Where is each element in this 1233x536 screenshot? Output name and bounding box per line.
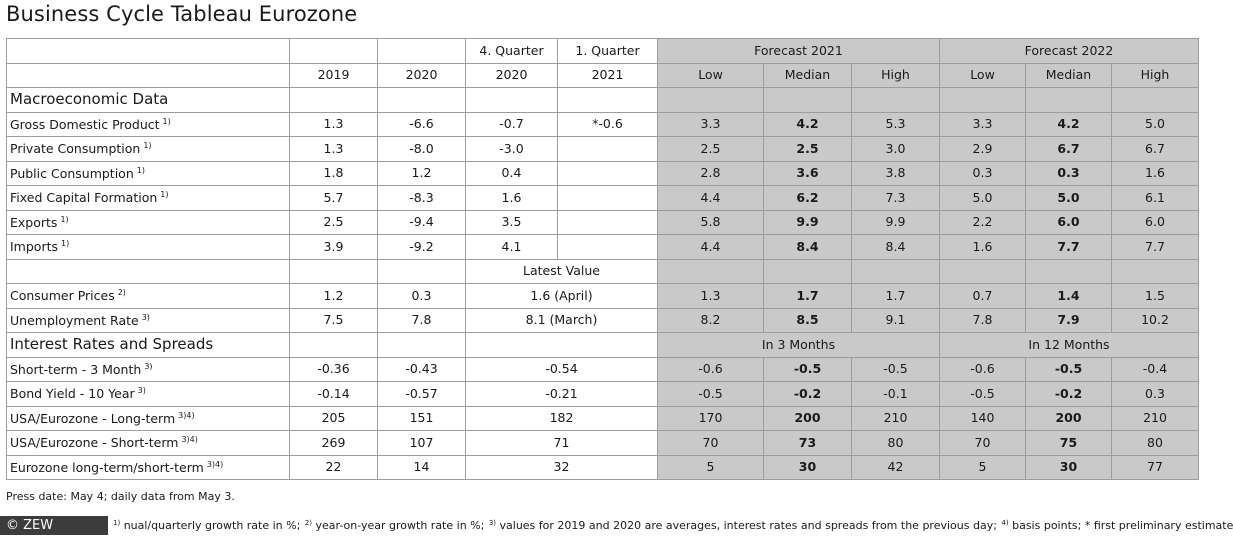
table-row <box>7 431 1199 456</box>
f22-value: 5 <box>940 455 1026 480</box>
row-label: Imports $^{1)}$ <box>7 235 290 260</box>
row-label: Bond Yield - 10 Year $^{3)}$ <box>7 382 290 407</box>
f22-value: 6.0 <box>1026 210 1112 235</box>
value-q1-2021 <box>558 210 658 235</box>
latest-value: -0.54 <box>466 357 658 382</box>
table-row <box>7 308 1199 333</box>
f22-value: 7.9 <box>1026 308 1112 333</box>
f22-value: 1.6 <box>940 235 1026 260</box>
f22-value: -0.4 <box>1112 357 1199 382</box>
f21-value: 2.5 <box>658 137 764 162</box>
value-q4-2020: 3.5 <box>466 210 558 235</box>
f22-value: 7.7 <box>1026 235 1112 260</box>
value-2019: 22 <box>290 455 378 480</box>
f22-value: 0.7 <box>940 284 1026 309</box>
f21-value: -0.5 <box>658 382 764 407</box>
f22-value: 30 <box>1026 455 1112 480</box>
latest-value-header-row <box>7 259 1199 284</box>
f21-value: 2.5 <box>764 137 852 162</box>
f21-value: 3.8 <box>852 161 940 186</box>
f22-value: 140 <box>940 406 1026 431</box>
value-2019: 2.5 <box>290 210 378 235</box>
f21-value: 3.0 <box>852 137 940 162</box>
row-label: Eurozone long-term/short-term $^{3)4)}$ <box>7 455 290 480</box>
f22-value: 77 <box>1112 455 1199 480</box>
f22-value: 4.2 <box>1026 112 1112 137</box>
value-2019: -0.36 <box>290 357 378 382</box>
row-label: Fixed Capital Formation $^{1)}$ <box>7 186 290 211</box>
table-row <box>7 186 1199 211</box>
latest-value-header: Latest Value <box>466 259 658 284</box>
row-label: USA/Eurozone - Short-term $^{3)4)}$ <box>7 431 290 456</box>
footnote-ref: 1) <box>60 214 69 224</box>
header-median-2021: Median <box>764 63 852 88</box>
f21-value: -0.1 <box>852 382 940 407</box>
header-2020: 2020 <box>378 63 466 88</box>
value-2019: 3.9 <box>290 235 378 260</box>
table-row <box>7 382 1199 407</box>
f21-value: 4.2 <box>764 112 852 137</box>
f21-value: 5.8 <box>658 210 764 235</box>
f22-value: 2.2 <box>940 210 1026 235</box>
latest-value: 182 <box>466 406 658 431</box>
f21-value: 6.2 <box>764 186 852 211</box>
footnote-ref: 3)4) <box>181 435 198 444</box>
f22-value: 0.3 <box>1112 382 1199 407</box>
press-date-note: Press date: May 4; daily data from May 3. <box>6 490 235 503</box>
f22-value: 0.3 <box>940 161 1026 186</box>
f21-value: 8.4 <box>764 235 852 260</box>
f21-value: 4.4 <box>658 186 764 211</box>
header-2019: 2019 <box>290 63 378 88</box>
value-2020: 151 <box>378 406 466 431</box>
footnote-ref: 1) <box>136 165 145 175</box>
value-q1-2021 <box>558 161 658 186</box>
header-in-12-months: In 12 Months <box>940 333 1199 358</box>
value-q1-2021 <box>558 186 658 211</box>
latest-value: 71 <box>466 431 658 456</box>
f22-value: 0.3 <box>1026 161 1112 186</box>
f21-value: -0.6 <box>658 357 764 382</box>
value-2020: 14 <box>378 455 466 480</box>
section-rates-row <box>7 333 1199 358</box>
value-2020: -9.2 <box>378 235 466 260</box>
row-label: Gross Domestic Product $^{1)}$ <box>7 112 290 137</box>
f21-value: 210 <box>852 406 940 431</box>
header-low-2021: Low <box>658 63 764 88</box>
footnotes: $^{1)}$ nual/quarterly growth rate in %; $^{2)}$ year-on-year growth rate in %; $^{3)}$ values for 2019 and 2020 are averages, interest rates and spreads from the previous day; $^{4)}$ basis points; * first preliminary estimate <box>113 519 1233 532</box>
table-row <box>7 210 1199 235</box>
f21-value: 80 <box>852 431 940 456</box>
value-q1-2021 <box>558 235 658 260</box>
header-q1-year: 2021 <box>558 63 658 88</box>
value-q4-2020: 0.4 <box>466 161 558 186</box>
value-2020: -0.57 <box>378 382 466 407</box>
footnote-bar <box>0 515 1233 536</box>
f22-value: 6.1 <box>1112 186 1199 211</box>
f21-value: 8.4 <box>852 235 940 260</box>
header-q4: 4. Quarter <box>466 39 558 64</box>
f21-value: 2.8 <box>658 161 764 186</box>
f22-value: 6.0 <box>1112 210 1199 235</box>
zew-logo: © ZEW <box>0 516 108 535</box>
value-2020: 7.8 <box>378 308 466 333</box>
f21-value: 30 <box>764 455 852 480</box>
value-2019: 5.7 <box>290 186 378 211</box>
value-2020: -9.4 <box>378 210 466 235</box>
f21-value: -0.5 <box>852 357 940 382</box>
value-q4-2020: 4.1 <box>466 235 558 260</box>
latest-value: 1.6 (April) <box>466 284 658 309</box>
header-forecast-2021: Forecast 2021 <box>658 39 940 64</box>
value-2019: 1.3 <box>290 137 378 162</box>
table-row <box>7 137 1199 162</box>
f22-value: -0.6 <box>940 357 1026 382</box>
f22-value: 1.4 <box>1026 284 1112 309</box>
f22-value: 1.5 <box>1112 284 1199 309</box>
footnote-ref: 3) <box>144 361 153 371</box>
header-q1: 1. Quarter <box>558 39 658 64</box>
section-macro-title: Macroeconomic Data <box>7 88 290 113</box>
f21-value: 200 <box>764 406 852 431</box>
f21-value: 9.9 <box>852 210 940 235</box>
value-2019: 269 <box>290 431 378 456</box>
f22-value: 2.9 <box>940 137 1026 162</box>
f22-value: 3.3 <box>940 112 1026 137</box>
row-label: USA/Eurozone - Long-term $^{3)4)}$ <box>7 406 290 431</box>
header-low-2022: Low <box>940 63 1026 88</box>
value-q1-2021 <box>558 137 658 162</box>
section-macro-row <box>7 88 1199 113</box>
f21-value: 4.4 <box>658 235 764 260</box>
f22-value: 5.0 <box>1026 186 1112 211</box>
header-high-2021: High <box>852 63 940 88</box>
footnote-ref: 1) <box>162 116 171 126</box>
value-2020: 0.3 <box>378 284 466 309</box>
value-2020: 1.2 <box>378 161 466 186</box>
f21-value: 1.3 <box>658 284 764 309</box>
header-median-2022: Median <box>1026 63 1112 88</box>
f22-value: 5.0 <box>940 186 1026 211</box>
value-q4-2020: 1.6 <box>466 186 558 211</box>
footnote-ref: 1) <box>61 239 70 248</box>
section-rates-title: Interest Rates and Spreads <box>7 333 290 358</box>
table-row <box>7 455 1199 480</box>
f22-value: 210 <box>1112 406 1199 431</box>
f22-value: 10.2 <box>1112 308 1199 333</box>
f21-value: 3.6 <box>764 161 852 186</box>
f22-value: 7.8 <box>940 308 1026 333</box>
f22-value: 5.0 <box>1112 112 1199 137</box>
f21-value: 70 <box>658 431 764 456</box>
value-q1-2021: *-0.6 <box>558 112 658 137</box>
f21-value: 9.9 <box>764 210 852 235</box>
value-2019: 7.5 <box>290 308 378 333</box>
value-2020: -8.0 <box>378 137 466 162</box>
value-2019: -0.14 <box>290 382 378 407</box>
table-row <box>7 235 1199 260</box>
row-label: Unemployment Rate $^{3)}$ <box>7 308 290 333</box>
value-2020: -8.3 <box>378 186 466 211</box>
table-row <box>7 357 1199 382</box>
f21-value: 170 <box>658 406 764 431</box>
header-forecast-2022: Forecast 2022 <box>940 39 1199 64</box>
f21-value: 1.7 <box>764 284 852 309</box>
f22-value: 1.6 <box>1112 161 1199 186</box>
row-label: Private Consumption $^{1)}$ <box>7 137 290 162</box>
f22-value: 200 <box>1026 406 1112 431</box>
header-row-1 <box>7 39 1199 64</box>
value-2019: 205 <box>290 406 378 431</box>
row-label: Public Consumption $^{1)}$ <box>7 161 290 186</box>
f21-value: 5 <box>658 455 764 480</box>
header-row-2 <box>7 63 1199 88</box>
f21-value: 7.3 <box>852 186 940 211</box>
header-high-2022: High <box>1112 63 1199 88</box>
f22-value: 6.7 <box>1112 137 1199 162</box>
f22-value: -0.2 <box>1026 382 1112 407</box>
row-label: Consumer Prices $^{2)}$ <box>7 284 290 309</box>
f22-value: -0.5 <box>1026 357 1112 382</box>
f21-value: 8.5 <box>764 308 852 333</box>
f22-value: 6.7 <box>1026 137 1112 162</box>
table-row <box>7 112 1199 137</box>
f22-value: 80 <box>1112 431 1199 456</box>
f21-value: 1.7 <box>852 284 940 309</box>
row-label: Exports $^{1)}$ <box>7 210 290 235</box>
f22-value: 75 <box>1026 431 1112 456</box>
table-row <box>7 406 1199 431</box>
f21-value: -0.5 <box>764 357 852 382</box>
value-2020: 107 <box>378 431 466 456</box>
footnote-ref: 1) <box>143 141 152 150</box>
value-2019: 1.8 <box>290 161 378 186</box>
value-2019: 1.2 <box>290 284 378 309</box>
f22-value: -0.5 <box>940 382 1026 407</box>
f21-value: 73 <box>764 431 852 456</box>
f22-value: 7.7 <box>1112 235 1199 260</box>
table-row <box>7 284 1199 309</box>
latest-value: 32 <box>466 455 658 480</box>
value-q4-2020: -0.7 <box>466 112 558 137</box>
value-2019: 1.3 <box>290 112 378 137</box>
business-cycle-table <box>6 38 1199 480</box>
header-in-3-months: In 3 Months <box>658 333 940 358</box>
f21-value: 5.3 <box>852 112 940 137</box>
value-q4-2020: -3.0 <box>466 137 558 162</box>
f21-value: 3.3 <box>658 112 764 137</box>
row-label: Short-term - 3 Month $^{3)}$ <box>7 357 290 382</box>
f22-value: 70 <box>940 431 1026 456</box>
header-q4-year: 2020 <box>466 63 558 88</box>
f21-value: 42 <box>852 455 940 480</box>
f21-value: -0.2 <box>764 382 852 407</box>
footnote-ref: 1) <box>160 190 169 199</box>
latest-value: 8.1 (March) <box>466 308 658 333</box>
footnote-ref: 3) <box>141 312 150 322</box>
f21-value: 9.1 <box>852 308 940 333</box>
latest-value: -0.21 <box>466 382 658 407</box>
value-2020: -0.43 <box>378 357 466 382</box>
footnote-ref: 3) <box>137 386 146 395</box>
footnote-ref: 3)4) <box>206 459 224 469</box>
page-title: Business Cycle Tableau Eurozone <box>6 2 358 26</box>
table-row <box>7 161 1199 186</box>
f21-value: 8.2 <box>658 308 764 333</box>
footnote-ref: 2) <box>117 288 126 297</box>
footnote-ref: 3)4) <box>178 410 195 420</box>
value-2020: -6.6 <box>378 112 466 137</box>
